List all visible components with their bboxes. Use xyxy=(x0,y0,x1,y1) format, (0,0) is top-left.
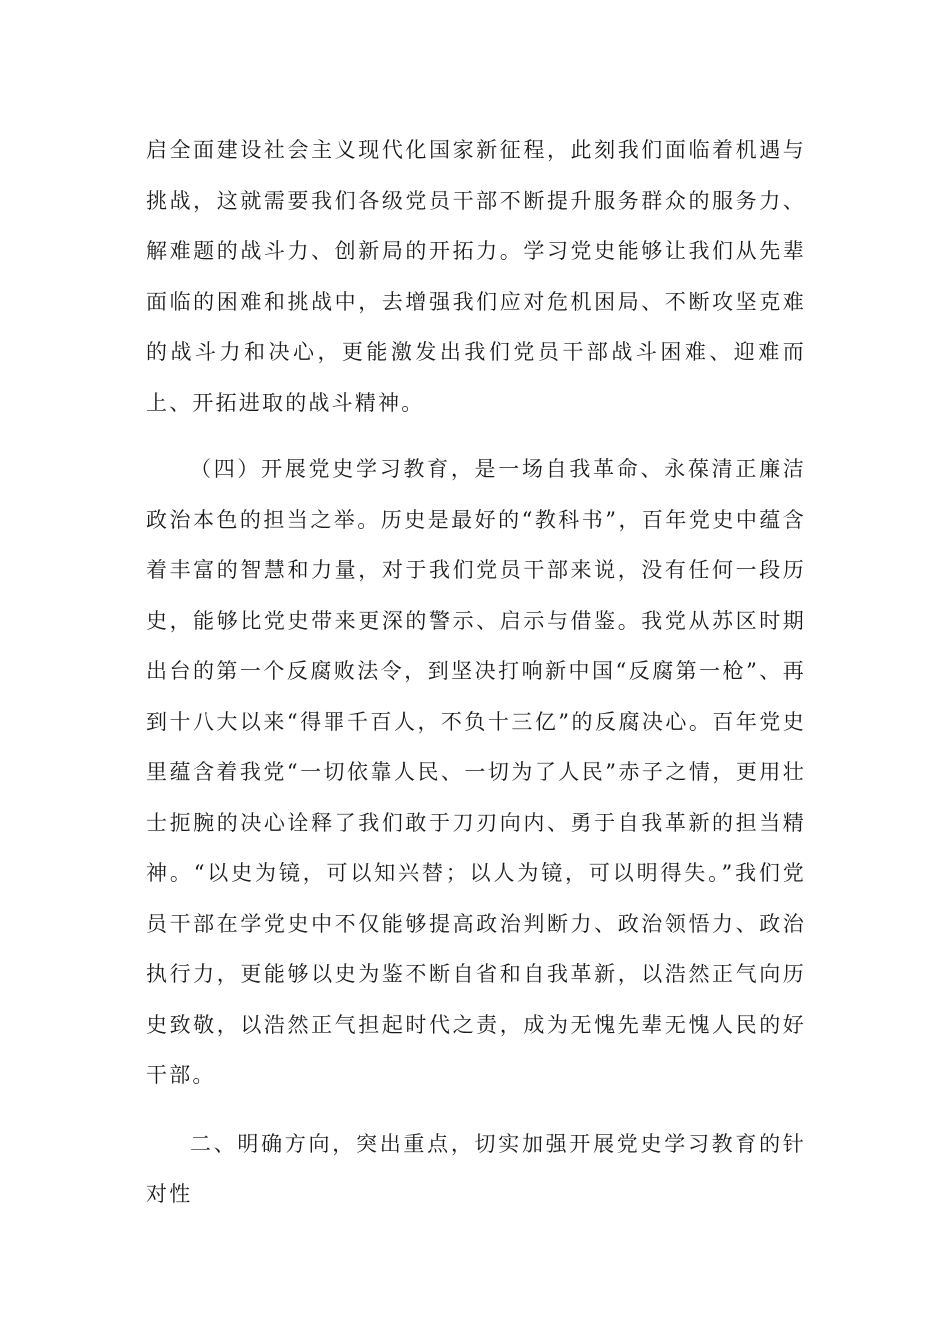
section-heading-two: 二、明确方向，突出重点，切实加强开展党史学习教育的针对性 xyxy=(146,1131,806,1206)
document-body xyxy=(146,125,806,1220)
paragraph-section-four: （四）开展党史学习教育，是一场自我革命、永葆清正廉洁政治本色的担当之举。历史是最好的“教科书”，百年党史中蕴含着丰富的智慧和力量，对于我们党员干部来说，没有任何一段历史，能够比党史带来更深的警示、启示与借鉴。我党从苏区时期出台的第一个反腐败法令，到坚决打响新中国“反腐第一枪”、再到十八大以来“得罪千百人，不负十三亿”的反腐决心。百年党史里蕴含着我党“一切依靠人民、一切为了人民”赤子之情，更用壮士扼腕的决心诠释了我们敢于刀刃向内、勇于自我革新的担当精神。“以史为镜，可以知兴替；以人为镜，可以明得失。”我们党员干部在学党史中不仅能够提高政治判断力、政治领悟力、政治执行力，更能够以史为鉴不断自省和自我革新，以浩然正气向历史致敬，以浩然正气担起时代之责，成为无愧先辈无愧人民的好干部。 xyxy=(146,457,806,1087)
paragraph-continuation: 启全面建设社会主义现代化国家新征程，此刻我们面临着机遇与挑战，这就需要我们各级党员干部不断提升服务群众的服务力、解难题的战斗力、创新局的开拓力。学习党史能够让我们从先辈面临的困难和挑战中，去增强我们应对危机困局、不断攻坚克难的战斗力和决心，更能激发出我们党员干部战斗困难、迎难而上、开拓进取的战斗精神。 xyxy=(146,138,806,415)
